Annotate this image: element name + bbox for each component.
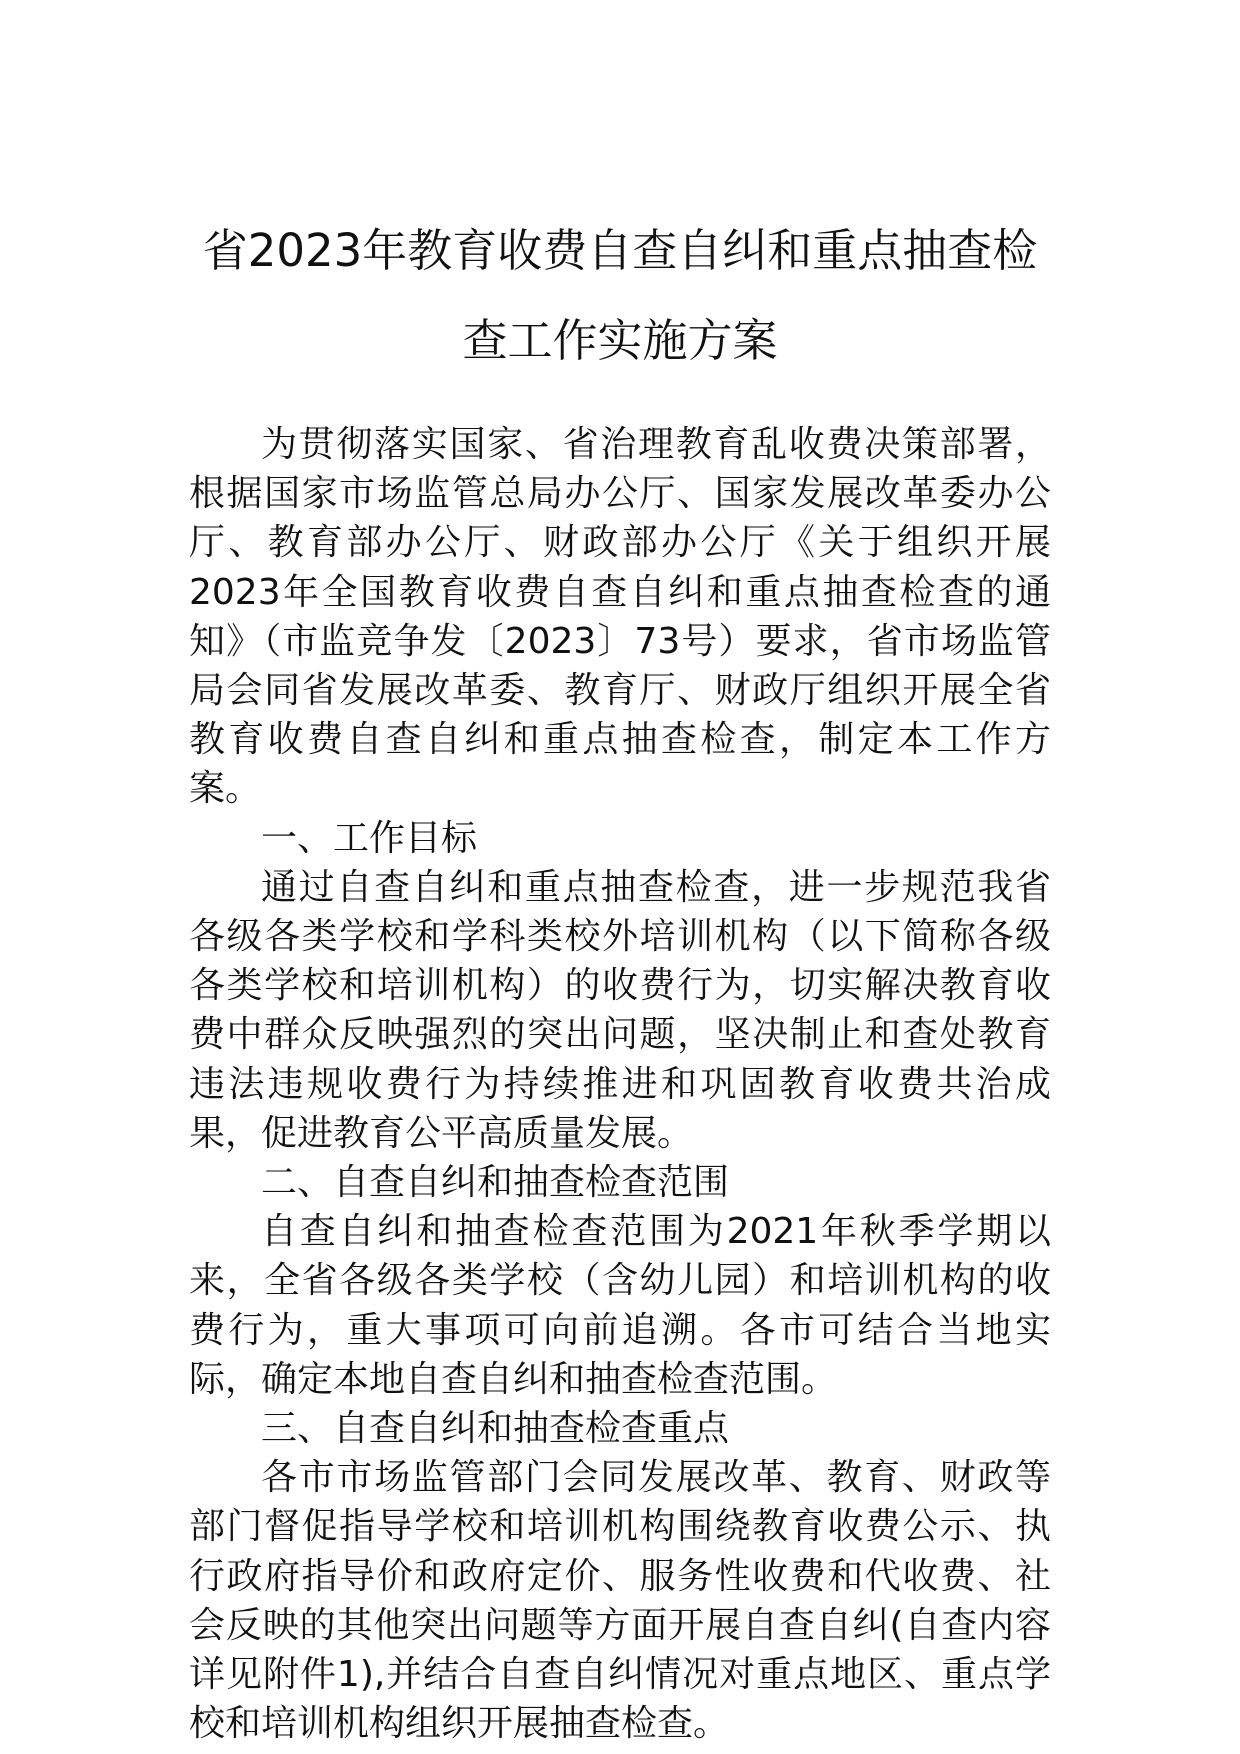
document-title: 省2023年教育收费自查自纠和重点抽查检查工作实施方案 (202, 224, 1038, 367)
paragraph-intro: 为贯彻落实国家、省治理教育乱收费决策部署，根据国家市场监管总局办公厅、国家发展改革委办公厅、教育部办公厅、财政部办公厅《关于组织开展2023年全国教育收费自查自纠和重点抽查检查的通知》（市监竞争发〔2023〕73号）要求，省市场监管局会同省发展改革委、教育厅、财政厅组织开展全省教育收费自查自纠和重点抽查检查，制定本工作方案。 (189, 424, 1051, 810)
section-heading-3: 三、自查自纠和抽查检查重点 (261, 1408, 730, 1450)
section-heading-1: 一、工作目标 (261, 817, 478, 859)
document-body (189, 420, 1051, 1748)
paragraph-goals: 通过自查自纠和重点抽查检查，进一步规范我省各级各类学校和学科类校外培训机构（以下简称各级各类学校和培训机构）的收费行为，切实解决教育收费中群众反映强烈的突出问题，坚决制止和查处教育违法违规收费行为持续推进和巩固教育收费共治成果，促进教育公平高质量发展。 (189, 866, 1051, 1154)
paragraph-scope: 自查自纠和抽查检查范围为2021年秋季学期以来，全省各级各类学校（含幼儿园）和培训机构的收费行为，重大事项可向前追溯。各市可结合当地实际，确定本地自查自纠和抽查检查范围。 (189, 1211, 1051, 1400)
paragraph-focus: 各市市场监管部门会同发展改革、教育、财政等部门督促指导学校和培训机构围绕教育收费公示、执行政府指导价和政府定价、服务性收费和代收费、社会反映的其他突出问题等方面开展自查自纠(自查内容详见附件1),并结合自查自纠情况对重点地区、重点学校和培训机构组织开展抽查检查。 (189, 1457, 1051, 1745)
section-heading-2: 二、自查自纠和抽查检查范围 (261, 1162, 730, 1204)
